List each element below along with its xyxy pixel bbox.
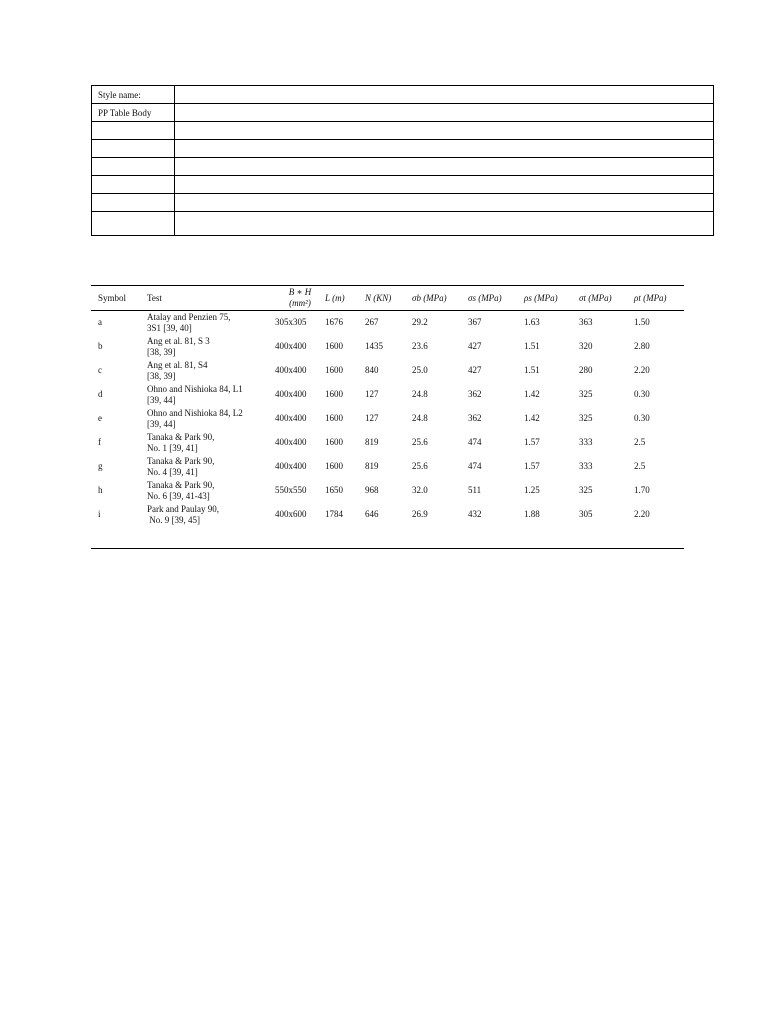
- value-cell-sigma-s: 362: [468, 389, 482, 399]
- symbol-cell: i: [98, 509, 101, 519]
- style-name-cell: [92, 176, 175, 194]
- style-value-cell: [175, 140, 714, 158]
- test-line-1: Ang et al. 81, S4: [147, 359, 208, 370]
- table-bottom-spacer: [91, 527, 684, 549]
- value-cell-rho-t: 2.20: [634, 509, 650, 519]
- value-cell-L: 1600: [325, 389, 343, 399]
- value-cell-N: 840: [365, 365, 379, 375]
- value-cell-rho-s: 1.63: [524, 317, 540, 328]
- value-cell-rho-s: 1.57: [524, 437, 540, 447]
- value-cell-bh: 400x600: [275, 509, 307, 519]
- value-cell-rho-t: 2.80: [634, 341, 650, 351]
- style-name-cell: [92, 158, 175, 176]
- test-cell: [147, 335, 275, 359]
- test-cell: [147, 383, 275, 407]
- value-cell-sigma-s: 427: [468, 365, 482, 375]
- test-cell: [147, 479, 275, 503]
- value-cell-bh: 305x305: [275, 317, 307, 328]
- value-cell-bh: 400x400: [275, 461, 307, 471]
- style-name-cell: PP Table Body: [92, 104, 175, 122]
- value-cell-sigma-s: 511: [468, 485, 482, 495]
- style-name-cell: [92, 140, 175, 158]
- value-cell-sigma-s: 427: [468, 341, 482, 351]
- value-cell-rho-t: 2.5: [634, 437, 646, 447]
- test-cell: [147, 407, 275, 431]
- style-table-row: [92, 212, 714, 236]
- value-cell-sigma-s: 432: [468, 509, 482, 519]
- value-cell-sigma-t: 305: [579, 509, 593, 519]
- value-cell-sigma-t: 325: [579, 485, 593, 495]
- header-sigma-t: σt (MPa): [579, 286, 634, 311]
- value-cell-bh: 400x400: [275, 413, 307, 423]
- table-row: [91, 479, 684, 503]
- value-cell-sigma-t: 333: [579, 437, 593, 447]
- table-row: [91, 503, 684, 527]
- symbol-cell: h: [98, 485, 103, 495]
- value-cell-N: 968: [365, 485, 379, 495]
- test-line-2: [39, 44]: [147, 418, 176, 429]
- header-test: Test: [147, 286, 275, 311]
- table-row: [91, 311, 684, 335]
- value-cell-rho-s: 1.42: [524, 413, 540, 423]
- value-cell-rho-t: 1.50: [634, 317, 650, 328]
- value-cell-sigma-b: 25.0: [412, 365, 428, 375]
- test-cell: [147, 503, 275, 527]
- value-cell-sigma-t: 320: [579, 341, 593, 351]
- test-line-1: Ang et al. 81, S 3: [147, 335, 210, 346]
- symbol-cell: g: [98, 461, 103, 471]
- value-cell-sigma-b: 25.6: [412, 437, 428, 447]
- table-row: [91, 359, 684, 383]
- value-cell-rho-s: 1.51: [524, 365, 540, 375]
- style-table-row: [92, 104, 714, 122]
- data-table: [91, 285, 684, 549]
- table-row: [91, 407, 684, 431]
- table-row: [91, 455, 684, 479]
- test-line-1: Tanaka & Park 90,: [147, 455, 215, 466]
- value-cell-L: 1600: [325, 413, 343, 423]
- value-cell-L: 1676: [325, 317, 343, 328]
- header-bh: [275, 286, 325, 311]
- value-cell-L: 1650: [325, 485, 343, 495]
- style-table-row: [92, 122, 714, 140]
- value-cell-rho-s: 1.51: [524, 341, 540, 351]
- value-cell-sigma-b: 25.6: [412, 461, 428, 471]
- header-bh-line2: (mm²): [289, 298, 311, 308]
- value-cell-rho-s: 1.88: [524, 509, 540, 519]
- value-cell-rho-t: 1.70: [634, 485, 650, 495]
- value-cell-bh: 400x400: [275, 389, 307, 399]
- header-length: L (m): [325, 286, 365, 311]
- value-cell-sigma-t: 325: [579, 389, 593, 399]
- value-cell-L: 1600: [325, 461, 343, 471]
- value-cell-sigma-t: 280: [579, 365, 593, 375]
- value-cell-sigma-b: 32.0: [412, 485, 428, 495]
- value-cell-sigma-b: 24.8: [412, 389, 428, 399]
- value-cell-rho-s: 1.57: [524, 461, 540, 471]
- style-table: [91, 85, 714, 236]
- style-name-cell: Style name:: [92, 86, 175, 104]
- value-cell-sigma-s: 474: [468, 437, 482, 447]
- value-cell-bh: 550x550: [275, 485, 307, 495]
- table-row: [91, 335, 684, 359]
- table-row: [91, 431, 684, 455]
- value-cell-rho-t: 2.5: [634, 461, 646, 471]
- value-cell-sigma-t: 363: [579, 317, 593, 328]
- test-line-1: Ohno and Nishioka 84, L1: [147, 383, 243, 394]
- header-row: [91, 286, 684, 311]
- value-cell-bh: 400x400: [275, 365, 307, 375]
- style-value-cell: [175, 104, 714, 122]
- header-sigma-s: σs (MPa): [468, 286, 524, 311]
- value-cell-N: 127: [365, 413, 379, 423]
- value-cell-L: 1600: [325, 341, 343, 351]
- style-name-cell: [92, 212, 175, 236]
- value-cell-N: 819: [365, 437, 379, 447]
- style-table-row: [92, 158, 714, 176]
- value-cell-rho-s: 1.42: [524, 389, 540, 399]
- value-cell-bh: 400x400: [275, 437, 307, 447]
- style-value-cell: [175, 194, 714, 212]
- style-name-cell: [92, 122, 175, 140]
- value-cell-sigma-s: 362: [468, 413, 482, 423]
- test-cell: [147, 455, 275, 479]
- header-rho-t: ρt (MPa): [634, 286, 684, 311]
- test-line-2: [39, 44]: [147, 394, 176, 405]
- test-line-2: No. 6 [39, 41-43]: [147, 490, 210, 501]
- symbol-cell: e: [98, 413, 102, 423]
- style-name-cell: [92, 194, 175, 212]
- test-line-2: [38, 39]: [147, 370, 176, 381]
- value-cell-L: 1600: [325, 437, 343, 447]
- spacer-cell: [91, 527, 684, 549]
- value-cell-rho-t: 2.20: [634, 365, 650, 375]
- test-line-2: No. 9 [39, 45]: [147, 514, 200, 525]
- header-symbol: Symbol: [91, 286, 147, 311]
- value-cell-sigma-s: 367: [468, 317, 482, 328]
- value-cell-sigma-t: 333: [579, 461, 593, 471]
- value-cell-N: 267: [365, 317, 379, 328]
- style-table-row: [92, 194, 714, 212]
- style-value-cell: [175, 86, 714, 104]
- test-line-2: [38, 39]: [147, 346, 176, 357]
- test-line-2: No. 1 [39, 41]: [147, 442, 198, 453]
- value-cell-N: 1435: [365, 341, 383, 351]
- value-cell-sigma-b: 29.2: [412, 317, 428, 328]
- style-table-row: [92, 86, 714, 104]
- value-cell-rho-t: 0.30: [634, 413, 650, 423]
- test-line-2: No. 4 [39, 41]: [147, 466, 198, 477]
- symbol-cell: c: [98, 365, 102, 375]
- style-table-row: [92, 140, 714, 158]
- header-bh-line1: B ∗ H: [288, 287, 312, 297]
- value-cell-L: 1600: [325, 365, 343, 375]
- test-cell: [147, 359, 275, 383]
- value-cell-sigma-s: 474: [468, 461, 482, 471]
- table-row: [91, 383, 684, 407]
- style-table-row: [92, 176, 714, 194]
- style-value-cell: [175, 212, 714, 236]
- header-axial-load: N (KN): [365, 286, 412, 311]
- style-value-cell: [175, 158, 714, 176]
- value-cell-sigma-b: 23.6: [412, 341, 428, 351]
- value-cell-sigma-b: 24.8: [412, 413, 428, 423]
- value-cell-bh: 400x400: [275, 341, 307, 351]
- symbol-cell: b: [98, 341, 103, 351]
- value-cell-sigma-t: 325: [579, 413, 593, 423]
- test-cell: [147, 311, 275, 335]
- test-cell: [147, 431, 275, 455]
- value-cell-L: 1784: [325, 509, 343, 519]
- data-table-body: [91, 311, 684, 549]
- value-cell-N: 646: [365, 509, 379, 519]
- symbol-cell: a: [98, 317, 102, 328]
- style-table-body: [92, 86, 714, 236]
- symbol-cell: f: [98, 437, 101, 447]
- value-cell-sigma-b: 26.9: [412, 509, 428, 519]
- test-line-1: Atalay and Penzien 75,: [147, 311, 231, 322]
- test-line-1: Tanaka & Park 90,: [147, 479, 215, 490]
- value-cell-N: 127: [365, 389, 379, 399]
- value-cell-N: 819: [365, 461, 379, 471]
- style-value-cell: [175, 122, 714, 140]
- header-sigma-b: σb (MPa): [412, 286, 468, 311]
- header-rho-s: ρs (MPa): [524, 286, 579, 311]
- value-cell-rho-s: 1.25: [524, 485, 540, 495]
- test-line-1: Ohno and Nishioka 84, L2: [147, 407, 243, 418]
- test-line-2: 3S1 [39, 40]: [147, 322, 192, 333]
- test-line-1: Tanaka & Park 90,: [147, 431, 215, 442]
- symbol-cell: d: [98, 389, 103, 399]
- value-cell-rho-t: 0.30: [634, 389, 650, 399]
- test-line-1: Park and Paulay 90,: [147, 503, 219, 514]
- style-value-cell: [175, 176, 714, 194]
